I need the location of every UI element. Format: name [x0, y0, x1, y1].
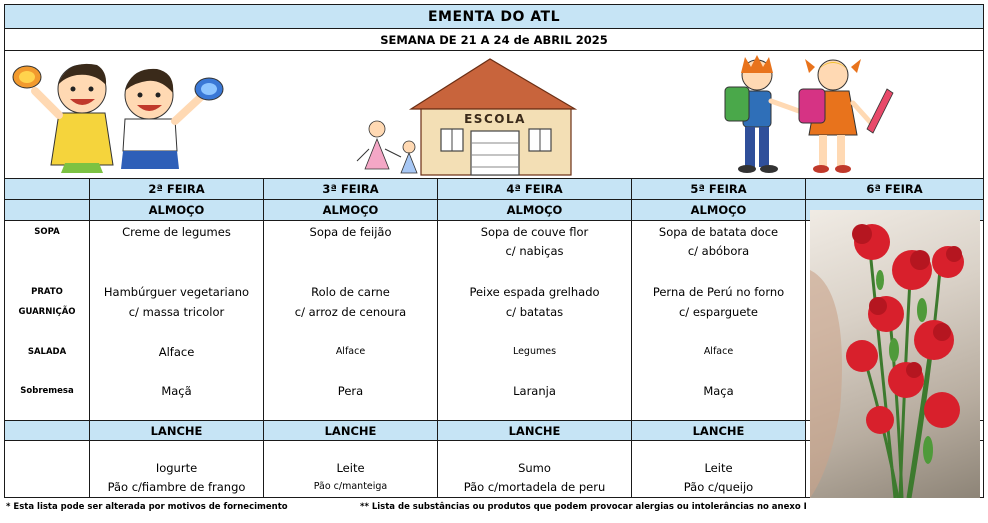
dessert: Laranja — [513, 384, 556, 398]
lunch-label: ALMOÇO — [632, 200, 806, 220]
soup: Sopa de couve flor — [480, 225, 589, 239]
salad: Alface — [335, 346, 366, 357]
corner-cell — [4, 200, 90, 220]
school-sign: ESCOLA — [464, 112, 526, 126]
lunch-label: ALMOÇO — [90, 200, 264, 220]
soup: Creme de legumes — [122, 225, 231, 239]
days-header-row — [4, 179, 984, 200]
snack-label: LANCHE — [90, 421, 264, 440]
main-dish: Rolo de carne — [311, 285, 390, 299]
monday-snack — [90, 441, 264, 497]
dessert: Maçã — [161, 384, 192, 398]
row-labels-column — [4, 221, 90, 420]
side-dish: c/ batatas — [505, 305, 564, 319]
snack-drink: Iogurte — [155, 461, 198, 475]
tuesday-column — [264, 221, 438, 420]
menu-sheet — [4, 4, 984, 498]
menu-title: EMENTA DO ATL — [4, 4, 984, 29]
snack-bread: Pão c/queijo — [683, 480, 754, 494]
snack-bread: Pão c/mortadela de peru — [463, 480, 606, 494]
main-dish: Peixe espada grelhado — [469, 285, 600, 299]
day-header: 6ª FEIRA — [806, 179, 984, 199]
soup-extra: c/ abóbora — [687, 244, 750, 258]
snack-drink: Leite — [336, 461, 365, 475]
thursday-snack — [632, 441, 806, 497]
snack-drink: Leite — [704, 461, 733, 475]
happy-kids-illustration — [7, 55, 227, 175]
snack-drink: Sumo — [518, 461, 551, 475]
salad: Legumes — [512, 346, 557, 357]
day-header: 2ª FEIRA — [90, 179, 264, 199]
label-prato: PRATO — [31, 287, 63, 297]
snack-label: LANCHE — [632, 421, 806, 440]
dessert: Maça — [703, 384, 734, 398]
corner-cell — [4, 421, 90, 440]
salad: Alface — [703, 346, 734, 357]
salad: Alface — [158, 345, 195, 359]
dessert: Pera — [337, 384, 364, 398]
school-building-illustration — [345, 57, 585, 177]
label-guarnicao: GUARNIÇÃO — [18, 307, 76, 317]
lunch-label: ALMOÇO — [438, 200, 632, 220]
row-labels-column — [4, 441, 90, 497]
footnote-supply: * Esta lista pode ser alterada por motivos de fornecimento — [6, 502, 288, 512]
snack-bread: Pão c/manteiga — [313, 481, 388, 492]
wednesday-column — [438, 221, 632, 420]
soup: Sopa de batata doce — [658, 225, 779, 239]
week-range: SEMANA DE 21 A 24 de ABRIL 2025 — [4, 29, 984, 51]
carnations-photo — [810, 210, 980, 498]
label-sopa: SOPA — [34, 227, 60, 237]
day-header: 4ª FEIRA — [438, 179, 632, 199]
soup-extra: c/ nabiças — [505, 244, 564, 258]
tuesday-snack — [264, 441, 438, 497]
walking-kids-illustration — [711, 53, 901, 177]
main-dish: Perna de Perú no forno — [652, 285, 785, 299]
day-header: 5ª FEIRA — [632, 179, 806, 199]
side-dish: c/ arroz de cenoura — [294, 305, 407, 319]
label-sobremesa: Sobremesa — [20, 386, 74, 396]
footnote-allergens: ** Lista de substâncias ou produtos que podem provocar alergias ou intolerâncias no anexo I — [360, 502, 807, 512]
thursday-column — [632, 221, 806, 420]
monday-column — [90, 221, 264, 420]
lunch-label: ALMOÇO — [264, 200, 438, 220]
side-dish: c/ massa tricolor — [128, 305, 225, 319]
soup: Sopa de feijão — [309, 225, 392, 239]
day-header: 3ª FEIRA — [264, 179, 438, 199]
snack-label: LANCHE — [438, 421, 632, 440]
snack-bread: Pão c/fiambre de frango — [107, 480, 246, 494]
main-dish: Hambúrguer vegetariano — [103, 285, 250, 299]
label-salada: SALADA — [27, 347, 67, 357]
snack-label: LANCHE — [264, 421, 438, 440]
side-dish: c/ esparguete — [678, 305, 759, 319]
illustration-banner — [4, 51, 984, 179]
wednesday-snack — [438, 441, 632, 497]
corner-cell — [4, 179, 90, 199]
